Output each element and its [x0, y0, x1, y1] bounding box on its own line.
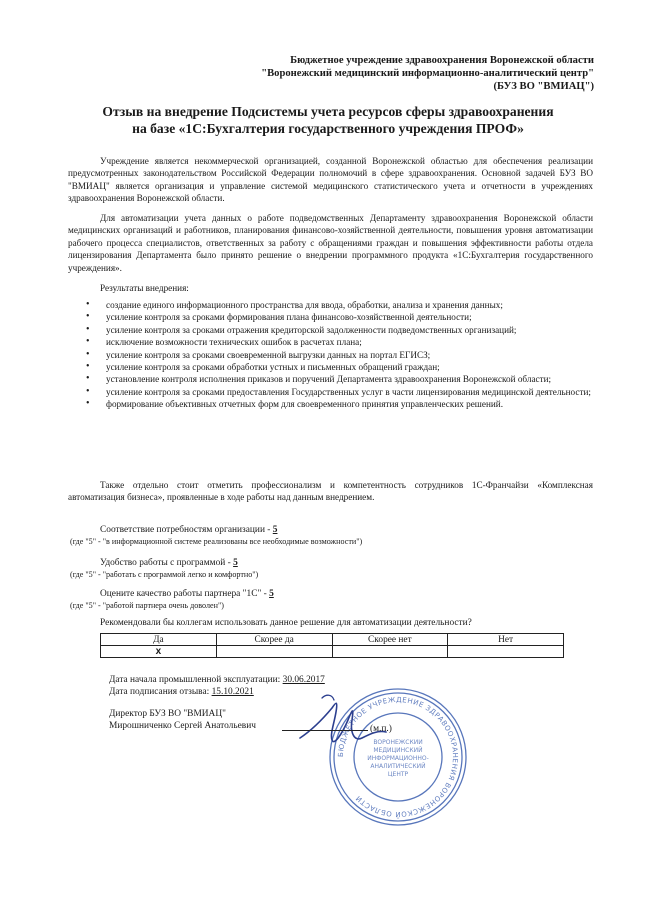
sign-date	[109, 686, 254, 698]
eval-usability-note: (где "5" - "работать с программой легко и комфортно")	[70, 570, 259, 579]
eval-partner-score: 5	[269, 589, 274, 599]
start-date-label: Дата начала промышленной эксплуатации:	[109, 675, 283, 685]
automation-paragraph: Для автоматизации учета данных о работе подведомственных Департаменту здравоохранения Воронежской области медицинских организаций и работников, планирования финансово-хозяйственной деятельности, повышения уровня автоматизации рабочего процесса специалистов, ответственных за работу с обращениями граждан и повышения эффективности работы отдела лицензирования Департамента было принято решение о внедрении программного продукта «1С:Бухгалтерия государственного учреждения».	[68, 213, 593, 273]
org-name-line2: "Воронежский медицинский информационно-аналитический центр"	[261, 68, 594, 79]
eval-partner	[100, 588, 274, 600]
list-item: • усиление контроля за сроками предоставления Государственных услуг в части лицензирования медицинской деятельности;	[68, 386, 593, 398]
recommend-mark-rather-no	[332, 646, 448, 658]
list-item: • усиление контроля за сроками своевременной выгрузки данных на портал ЕГИСЗ;	[68, 349, 593, 361]
svg-text:ИНФОРМАЦИОННО-: ИНФОРМАЦИОННО-	[367, 755, 429, 762]
recommend-header-rather-no: Скорее нет	[332, 634, 448, 646]
list-item: • создание единого информационного пространства для ввода, обработки, анализа и хранения данных;	[68, 299, 593, 311]
eval-usability-label: Удобство работы с программой -	[100, 558, 234, 568]
list-item: • усиление контроля за сроками формирования плана финансово-хозяйственной деятельности;	[68, 311, 593, 323]
sign-date-value: 15.10.2021	[211, 687, 254, 697]
signatory-position: Директор БУЗ ВО "ВМИАЦ"	[109, 709, 226, 719]
title-line2: на базе «1С:Бухгалтерия государственного учреждения ПРОФ»	[132, 121, 524, 136]
recommend-mark-yes: х	[101, 646, 217, 658]
signatory	[109, 708, 256, 732]
org-name-line1: Бюджетное учреждение здравоохранения Воронежской области	[290, 55, 594, 66]
signatory-name: Мирошниченко Сергей Анатольевич	[109, 721, 256, 731]
eval-usability-score: 5	[233, 558, 238, 568]
recommend-header-no: Нет	[448, 634, 564, 646]
recommend-mark-no	[448, 646, 564, 658]
eval-partner-label: Оцените качество работы партнера "1С" -	[100, 589, 270, 599]
document-title	[0, 103, 656, 137]
eval-needs-label: Соответствие потребностям организации -	[100, 525, 273, 535]
recommend-table	[100, 633, 564, 658]
start-date-value: 30.06.2017	[282, 675, 325, 685]
signature-line	[282, 730, 368, 731]
eval-partner-note: (где "5" - "работой партнера очень доволен")	[70, 601, 224, 610]
eval-usability	[100, 557, 238, 569]
svg-text:АНАЛИТИЧЕСКИЙ: АНАЛИТИЧЕСКИЙ	[370, 763, 426, 770]
org-name-line3: (БУЗ ВО "ВМИАЦ")	[493, 81, 594, 92]
intro-paragraph: Учреждение является некоммерческой организацией, созданной Воронежской областью для обеспечения реализации предусмотренных законодательством Российской Федерации полномочий в сфере здравоохранения. Основной задачей БУЗ ВО "ВМИАЦ" является организация и управление системой медицинского статистического учета и отчетности в учреждениях здравоохранения Воронежской области.	[68, 156, 593, 204]
svg-text:БЮДЖЕТНОЕ УЧРЕЖДЕНИЕ ЗДРАВООХР: БЮДЖЕТНОЕ УЧРЕЖДЕНИЕ ЗДРАВООХРАНЕНИЯ ВОРОНЕЖСКОЙ ОБЛАСТИ	[336, 695, 460, 819]
list-item: • усиление контроля за сроками обработки устных и письменных обращений граждан;	[68, 361, 593, 373]
eval-needs	[100, 524, 277, 536]
sign-date-label: Дата подписания отзыва:	[109, 687, 212, 697]
svg-text:ВОРОНЕЖСКИЙ: ВОРОНЕЖСКИЙ	[373, 739, 423, 746]
organization-header	[261, 54, 594, 93]
seal-place-label: (м.п.)	[370, 724, 392, 734]
partner-paragraph: Также отдельно стоит отметить профессионализм и компетентность сотрудников 1С-Франчайзи «Комплексная автоматизация бизнеса», проявленные в ходе работы над данным внедрением.	[68, 480, 593, 503]
title-line1: Отзыв на внедрение Подсистемы учета ресурсов сферы здравоохранения	[102, 104, 554, 119]
results-list	[68, 299, 593, 411]
recommend-header-yes: Да	[101, 634, 217, 646]
eval-needs-note: (где "5" - "в информационной системе реализованы все необходимые возможности")	[70, 537, 363, 546]
start-date	[109, 674, 325, 686]
list-item: • установление контроля исполнения приказов и поручений Департамента здравоохранения Воронежской области;	[68, 373, 593, 385]
list-item: • усиление контроля за сроками отражения кредиторской задолженности подведомственных организаций;	[68, 324, 593, 336]
recommend-mark-rather-yes	[216, 646, 332, 658]
eval-needs-score: 5	[272, 525, 278, 535]
svg-text:МЕДИЦИНСКИЙ: МЕДИЦИНСКИЙ	[373, 747, 423, 754]
list-item: • формирование объективных отчетных форм для своевременного принятия управленческих решений.	[68, 398, 593, 410]
svg-text:ЦЕНТР: ЦЕНТР	[387, 771, 409, 778]
recommend-header-rather-yes: Скорее да	[216, 634, 332, 646]
list-item: • исключение возможности технических ошибок в расчетах плана;	[68, 336, 593, 348]
recommend-question: Рекомендовали бы коллегам использовать данное решение для автоматизации деятельности?	[100, 618, 472, 628]
results-heading: Результаты внедрения:	[100, 283, 189, 293]
